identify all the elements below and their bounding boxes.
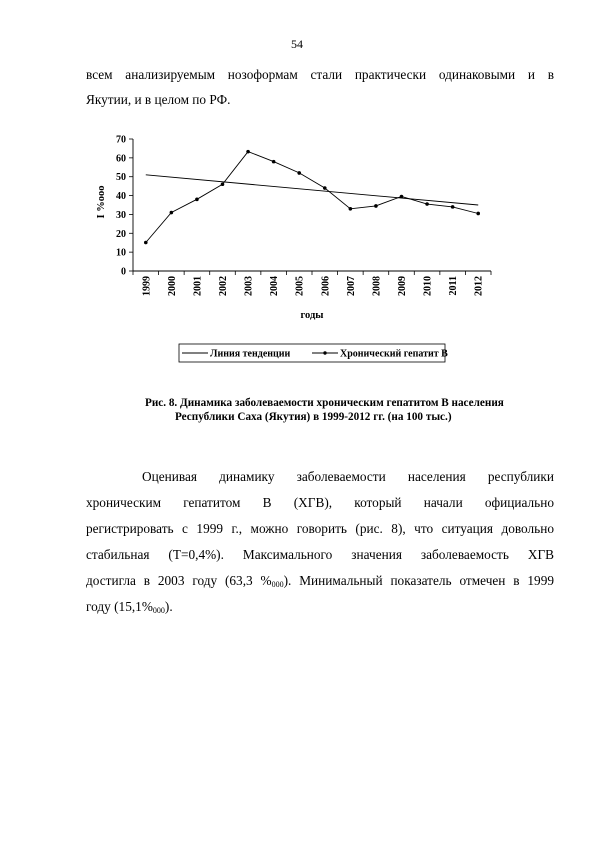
x-tick-label: 2009 <box>397 276 408 296</box>
x-tick-label: 2004 <box>269 276 281 296</box>
x-tick-label: 1999 <box>141 276 153 296</box>
incidence-chart <box>85 125 505 375</box>
intro-line-1: всем анализируемым нозоформам стали практически одинаковыми и в <box>86 67 554 82</box>
legend <box>179 344 448 362</box>
legend-trend-label: Линия тенденции <box>210 348 291 360</box>
y-tick-label: 20 <box>116 228 126 240</box>
x-tick-label: 2005 <box>294 276 306 296</box>
y-tick-label: 60 <box>116 153 126 165</box>
y-axis-label: I %ooo <box>96 185 107 219</box>
hepatitis-b-point <box>144 241 148 245</box>
hepatitis-b-point <box>451 205 455 209</box>
body-line-4: стабильная (Т=0,4%). Максимального значения заболеваемость ХГВ <box>86 547 554 562</box>
hepatitis-b-point <box>374 204 378 208</box>
legend-hepatitis-marker <box>323 351 326 354</box>
body-line-1: Оценивая динамику заболеваемости населения республики <box>142 469 554 484</box>
hepatitis-b-point <box>476 212 480 216</box>
x-tick-label: 2006 <box>320 276 332 296</box>
x-tick-label: 2010 <box>422 276 434 296</box>
body-line-6-part-b: ). <box>164 599 173 614</box>
x-tick-label: 2000 <box>166 276 178 296</box>
hepatitis-b-point <box>272 160 276 164</box>
y-tick-label: 50 <box>116 172 126 184</box>
per-100k-subscript: 000 <box>271 580 284 589</box>
x-tick-label: 2003 <box>243 276 255 296</box>
hepatitis-b-point <box>425 202 429 206</box>
y-tick-label: 70 <box>116 134 126 146</box>
body-line-5 <box>86 568 554 594</box>
y-tick-label: 0 <box>121 266 126 278</box>
x-tick-label: 2001 <box>192 276 204 296</box>
x-tick-label: 2008 <box>371 276 383 296</box>
y-tick-label: 10 <box>116 247 126 259</box>
legend-hepatitis-label: Хронический гепатит В <box>340 348 448 360</box>
hepatitis-b-point <box>323 186 327 190</box>
hepatitis-b-point <box>349 207 353 211</box>
body-line-6 <box>86 594 554 620</box>
page-number: 54 <box>291 37 303 51</box>
body-line-2: хроническим гепатитом В (ХГВ), который начали официально <box>86 495 554 510</box>
body-paragraph <box>86 464 554 620</box>
x-axis-label: годы <box>300 310 324 321</box>
intro-paragraph <box>86 62 554 112</box>
figure-caption <box>145 396 545 424</box>
body-line-5-part-b: ). Минимальный показатель отмечен в 1999 <box>283 573 554 588</box>
y-tick-label: 30 <box>116 209 126 221</box>
hepatitis-b-point <box>297 171 301 175</box>
x-tick-label: 2002 <box>218 276 229 296</box>
hepatitis-b-line <box>146 152 478 243</box>
x-tick-label: 2012 <box>473 276 485 296</box>
y-tick-label: 40 <box>116 191 126 203</box>
x-tick-label: 2007 <box>345 276 357 296</box>
hepatitis-b-point <box>246 150 250 154</box>
body-line-5-part-a: достигла в 2003 году (63,3 % <box>86 573 272 588</box>
hepatitis-b-point <box>195 198 199 202</box>
chart-layer <box>116 135 491 297</box>
hepatitis-b-point <box>400 195 404 199</box>
intro-line-2: Якутии, и в целом по РФ. <box>86 92 231 107</box>
caption-line-1: Рис. 8. Динамика заболеваемости хроническим гепатитом В населения <box>145 397 504 409</box>
hepatitis-b-point <box>170 211 174 215</box>
per-100k-subscript: 000 <box>152 606 165 615</box>
body-line-6-part-a: году (15,1% <box>86 599 153 614</box>
caption-line-2: Республики Саха (Якутия) в 1999-2012 гг. (на 100 тыс.) <box>175 411 452 423</box>
x-tick-label: 2011 <box>448 276 460 296</box>
body-line-3: регистрировать с 1999 г., можно говорить (рис. 8), что ситуация довольно <box>86 521 554 536</box>
hepatitis-b-point <box>221 182 225 186</box>
